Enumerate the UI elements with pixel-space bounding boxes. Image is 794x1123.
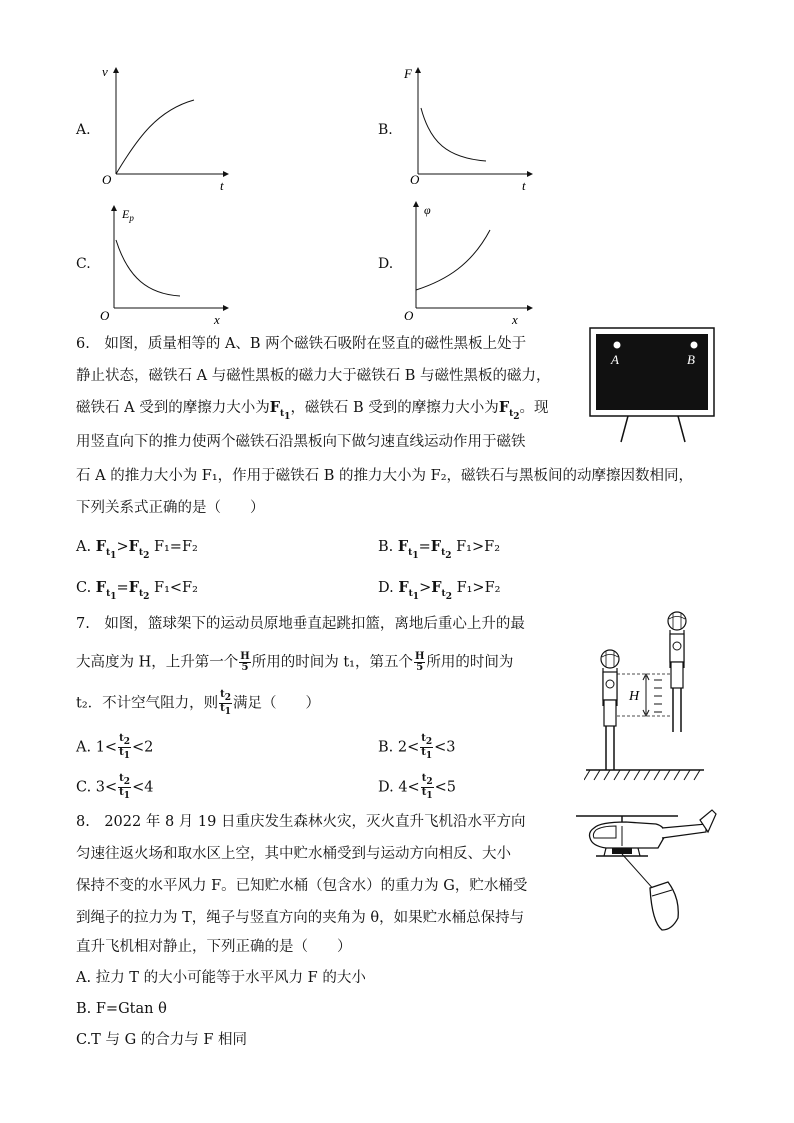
option-a-label: A. xyxy=(76,122,91,138)
q7-option-a: A. 1< $\frac{t_2}{t_1}$ <2 xyxy=(76,733,154,761)
q6-option-a: A. $F_{t_1}>F_{t_2}$ F₁=F₂ xyxy=(76,538,198,561)
graph-b-xlabel: t xyxy=(522,178,526,192)
q8-line-1: 8. 2022 年 8 月 19 日重庆发生森林火灾，灭火直升飞机沿水平方向 xyxy=(76,814,526,830)
graph-a-origin: O xyxy=(102,172,112,187)
q8-option-c: C.T 与 G 的合力与 F 相同 xyxy=(76,1032,248,1048)
q8-line-2: 匀速往返火场和取水区上空，其中贮水桶受到与运动方向相反、大小 xyxy=(76,846,511,862)
blackboard-figure xyxy=(588,326,718,446)
graph-a-xlabel: t xyxy=(220,178,224,192)
graph-c-ylabel: $E_p$ xyxy=(122,207,134,223)
graph-b-origin: O xyxy=(410,172,420,187)
option-d-label: D. xyxy=(378,256,394,272)
q7-option-c: C. 3< $\frac{t_2}{t_1}$ <4 xyxy=(76,773,154,801)
q6-line-6: 下列关系式正确的是（ ） xyxy=(76,500,265,516)
graph-c-origin: O xyxy=(100,308,110,323)
magnet-a-label: A xyxy=(611,352,619,367)
q6-option-b: B. $F_{t_1}=F_{t_2}$ F₁>F₂ xyxy=(378,538,501,561)
q8-line-3: 保持不变的水平风力 F。已知贮水桶（包含水）的重力为 G，贮水桶受 xyxy=(76,878,528,894)
graph-c-xlabel: x xyxy=(214,312,220,327)
graph-d-ylabel: φ xyxy=(424,203,431,217)
q6-option-d: D. $F_{t_1}>F_{t_2}$ F₁>F₂ xyxy=(378,579,501,602)
graph-a xyxy=(98,62,238,192)
jump-figure xyxy=(584,610,714,786)
q7-option-b: B. 2< $\frac{t_2}{t_1}$ <3 xyxy=(378,733,456,761)
graph-c xyxy=(98,202,238,327)
q8-line-4: 到绳子的拉力为 T，绳子与竖直方向的夹角为 θ，如果贮水桶总保持与 xyxy=(76,910,525,926)
magnet-a xyxy=(614,342,621,349)
graph-d xyxy=(402,198,542,330)
q8-option-b: B. F=Gtan θ xyxy=(76,1001,167,1017)
q7-option-d: D. 4< $\frac{t_2}{t_1}$ <5 xyxy=(378,773,456,801)
q6-line-1: 6. 如图，质量相等的 A、B 两个磁铁石吸附在竖直的磁性黑板上处于 xyxy=(76,336,527,352)
option-b-label: B. xyxy=(378,122,393,138)
q6-line-3: 磁铁石 A 受到的摩擦力大小为$F_{t_1}$，磁铁石 B 受到的摩擦力大小为$F_{t_2}$。现 xyxy=(76,399,549,422)
helicopter-figure xyxy=(566,802,718,934)
option-c-label: C. xyxy=(76,256,91,272)
graph-b-ylabel: F xyxy=(404,66,412,81)
height-label: H xyxy=(629,689,640,704)
q7-line-3: t₂．不计空气阻力，则 $\frac{t_2}{t_1}$ 满足（ ） xyxy=(76,689,321,717)
q8-option-a: A. 拉力 T 的大小可能等于水平风力 F 的大小 xyxy=(76,970,366,986)
q6-option-c: C. $F_{t_1}=F_{t_2}$ F₁<F₂ xyxy=(76,579,198,602)
graph-b xyxy=(402,62,542,192)
graph-a-ylabel: v xyxy=(102,64,108,79)
q6-line-5: 石 A 的推力大小为 F₁，作用于磁铁石 B 的推力大小为 F₂，磁铁石与黑板间的动摩擦因数相同， xyxy=(76,468,694,484)
q7-line-1: 7. 如图，篮球架下的运动员原地垂直起跳扣篮，离地后重心上升的最 xyxy=(76,616,525,632)
q6-line-4: 用竖直向下的推力使两个磁铁石沿黑板向下做匀速直线运动作用于磁铁 xyxy=(76,434,526,450)
magnet-b-label: B xyxy=(687,352,695,367)
magnet-b xyxy=(691,342,698,349)
q7-line-2: 大高度为 H，上升第一个 $\frac{H}{5}$ 所用的时间为 t₁，第五个 $\frac{H}{5}$ 所用的时间为 xyxy=(76,651,514,673)
graph-d-origin: O xyxy=(404,308,414,323)
q8-line-5: 直升飞机相对静止，下列正确的是（ ） xyxy=(76,939,352,955)
q6-line-2: 静止状态，磁铁石 A 与磁性黑板的磁力大于磁铁石 B 与磁性黑板的磁力， xyxy=(76,368,551,384)
graph-d-xlabel: x xyxy=(512,312,518,327)
